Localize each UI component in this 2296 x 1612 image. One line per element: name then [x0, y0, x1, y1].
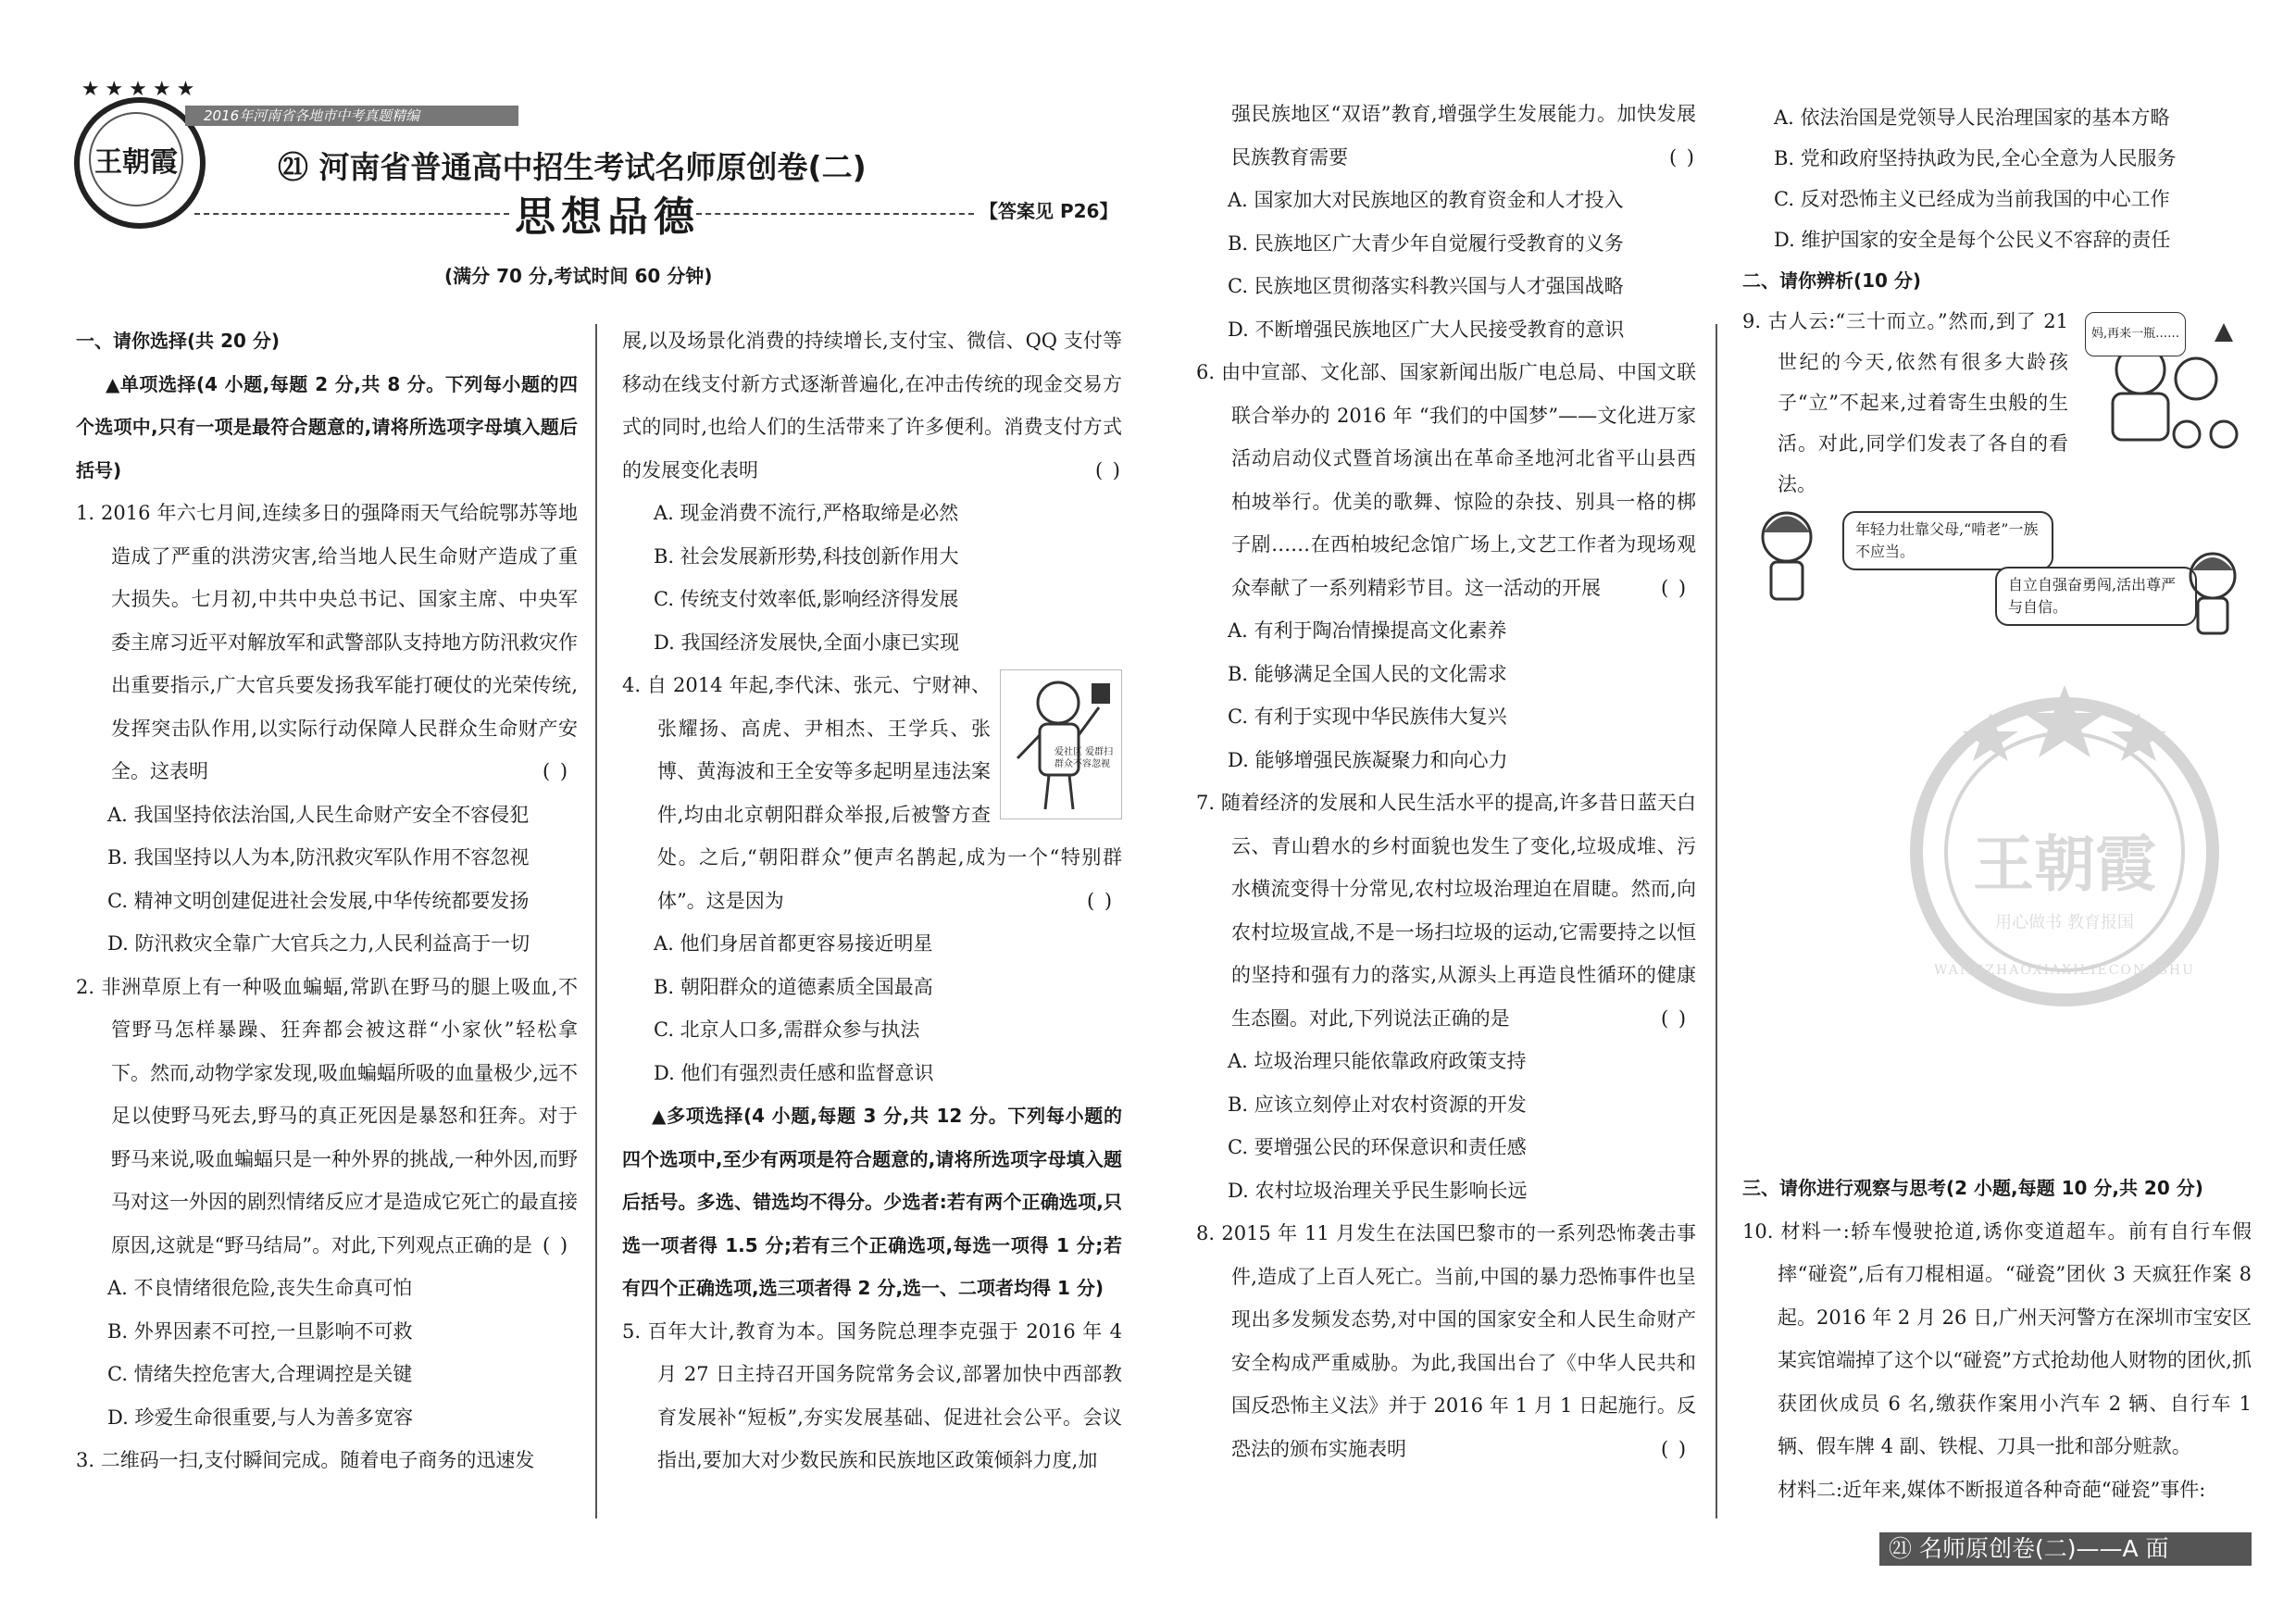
logo-text: 王朝霞: [89, 112, 183, 206]
single-choice-instructions: ▲单项选择(4 小题,每题 2 分,共 8 分。下列每小题的四个选项中,只有一项是最符合题意的,请将所选项字母填入题后括号): [76, 372, 578, 481]
section-2-title: 二、请你辨析(10 分): [1742, 269, 1922, 292]
option: B. 党和政府坚持执政为民,全心全意为人民服务: [1774, 147, 2177, 169]
watermark-seal: [1889, 667, 2240, 1018]
speech-bubble-2: 自立自强奋勇闯,活出尊严与自信。: [1995, 567, 2197, 626]
question-7: 7. 随着经济的发展和人民生活水平的提高,许多昔日蓝天白云、青山碧水的乡村面貌也发生了变化,垃圾成堆、污水横流变得十分常见,农村垃圾治理迫在眉睫。然而,向农村垃圾宣战,不是一场扫垃圾的运动,它需要持之以恒的坚持和强有力的落实,从源头上再造良性循环的健康生态圈。对此,下列说法正确的是 ( ): [1196, 792, 1696, 1030]
option: D. 维护国家的安全是每个公民义不容辞的责任: [1774, 229, 2171, 251]
column-divider: [1716, 324, 1717, 1518]
watermark-arc-text: WANGZHAOXIAXILIECONGSHU: [1934, 963, 2195, 978]
question-5-start: 5. 百年大计,教育为本。国务院总理李克强于 2016 年 4 月 27 日主持召开国务院常务会议,部署加快中西部教育发展补“短板”,夯实发展基础、促进社会公平。会议指出,要加大对少数民族和民族地区政策倾斜力度,加: [622, 1319, 1122, 1471]
cartoon-4-caption: 爱社区 爱群扫 群众不容忽视: [1054, 747, 1114, 769]
student-girl-icon: [1745, 505, 1828, 606]
option: D. 防汛救灾全靠广大官兵之力,人民利益高于一切: [107, 932, 530, 955]
footer-number: ㉑: [1889, 1535, 1913, 1562]
option: A. 我国坚持依法治国,人民生命财产安全不容侵犯: [107, 803, 530, 826]
section-1-title: 一、请你选择(共 20 分): [76, 330, 281, 352]
option: B. 社会发展新形势,科技创新作用大: [654, 544, 959, 568]
option: A. 垃圾治理只能依靠政府政策支持: [1228, 1050, 1527, 1072]
question-9-block: [1742, 301, 2252, 505]
question-10-material-2: 材料二:近年来,媒体不断报道各种奇葩“碰瓷”事件:: [1778, 1478, 2206, 1501]
speech-bubble-1: 年轻力壮靠父母,“啃老”一族不应当。: [1842, 511, 2053, 570]
option: A. 现金消费不流行,严格取缔是必然: [654, 502, 959, 524]
logo-crown-icon: ★★★★★: [81, 78, 201, 101]
page-footer: [1879, 1532, 2252, 1566]
option: C. 传统支付效率低,影响经济得发展: [654, 588, 959, 610]
option: C. 北京人口多,需群众参与执法: [654, 1018, 920, 1041]
option: B. 能够满足全国人民的文化需求: [1228, 662, 1507, 685]
option: B. 我国坚持以人为本,防汛救灾军队作用不容忽视: [107, 846, 530, 868]
option: A. 他们身居首都更容易接近明星: [654, 932, 933, 955]
question-3-start: 3. 二维码一扫,支付瞬间完成。随着电子商务的迅速发: [76, 1449, 535, 1471]
cartoon-9-bubble: 妈,再来一瓶……: [2085, 312, 2186, 356]
question-5-cont: 强民族地区“双语”教育,增强学生发展能力。加快发展民族教育需要 ( ): [1196, 93, 1696, 179]
option: D. 农村垃圾治理关乎民生影响长远: [1228, 1179, 1528, 1202]
column-2: [622, 319, 1122, 1482]
option: D. 他们有强烈责任感和监督意识: [654, 1061, 934, 1084]
exam-title: 河南省普通高中招生考试名师原创卷(二): [318, 149, 867, 185]
exam-title-line: [278, 144, 867, 187]
option: A. 有利于陶冶情操提高文化素养: [1228, 619, 1507, 642]
option: A. 国家加大对民族地区的教育资金和人才投入: [1228, 189, 1624, 211]
student-boy-icon: [2176, 546, 2250, 639]
option: C. 民族地区贯彻落实科教兴国与人才强国战略: [1228, 275, 1624, 297]
question-10-material-1: 10. 材料一:轿车慢驶抢道,诱你变道超车。前有自行车假摔“碰瓷”,后有刀棍相逼。“碰瓷”团伙 3 天疯狂作案 8 起。2016 年 2 月 26 日,广州天河警方在深圳市宝安区某宾馆端掉了这个以“碰瓷”方式抢劫他人财物的团伙,抓获团伙成员 6 名,缴获作案用小汽车 2 辆、自行车 1 辆、假车牌 4 副、铁棍、刀具一批和部分赃款。: [1742, 1219, 2252, 1457]
cartoon-9-icon: [2076, 305, 2252, 453]
question-1: 1. 2016 年六七月间,连续多日的强降雨天气给皖鄂苏等地造成了严重的洪涝灾害,给当地人民生命财产造成了重大损失。七月初,中共中央总书记、国家主席、中央军委主席习近平对解放军和武警部队支持地方防汛救灾作出重要指示,广大官兵要发扬我军能打硬仗的光荣传统,发挥突击队作用,以实际行动保障人民群众生命财产安全。这表明 ( ): [76, 502, 578, 782]
option: A. 不良情绪很危险,丧失生命真可怕: [107, 1277, 413, 1299]
option: B. 民族地区广大青少年自觉履行受教育的义务: [1228, 231, 1624, 255]
option: C. 有利于实现中华民族伟大复兴: [1228, 706, 1507, 728]
question-3-cont: 展,以及场景化消费的持续增长,支付宝、微信、QQ 支付等移动在线支付新方式逐渐普遍化,在冲击传统的现金交易方式的同时,也给人们的生活带来了许多便利。消费支付方式的发展变化表明 ( ): [622, 319, 1122, 492]
cartoon-4-icon: [1000, 669, 1122, 819]
option: B. 应该立刻停止对农村资源的开发: [1228, 1093, 1527, 1116]
option: C. 反对恐怖主义已经成为当前我国的中心工作: [1774, 188, 2170, 210]
option: D. 不断增强民族地区广大人民接受教育的意识: [1228, 318, 1625, 341]
exam-number: ㉑: [278, 149, 308, 185]
watermark-slogan: 用心做书 教育报国: [1995, 913, 2134, 932]
option: D. 珍爱生命很重要,与人为善多宽容: [107, 1406, 414, 1429]
left-rule: [194, 213, 509, 215]
question-2: 2. 非洲草原上有一种吸血蝙蝠,常趴在野马的腿上吸血,不管野马怎样暴躁、狂奔都会被这群“小家伙”轻松拿下。然而,动物学家发现,吸血蝙蝠所吸的血量极少,远不足以使野马死去,野马的真正死因是暴怒和狂奔。对于野马来说,吸血蝙蝠只是一种外界的挑战,一种外因,而野马对这一外因的剧烈情绪反应才是造成它死亡的最直接原因,这就是“野马结局”。对此,下列观点正确的是 ( ): [76, 975, 578, 1256]
subject-title: 思想品德: [515, 194, 700, 241]
option: C. 情绪失控危害大,合理调控是关键: [107, 1363, 413, 1385]
question-4: 4. 自 2014 年起,李代沫、张元、宁财神、张耀扬、高虎、尹相杰、王学兵、张博、黄海波和王全安等多起明星违法案件,均由北京朝阳群众举报,后被警方查处。之后,“朝阳群众”便声名鹊起,成为一个“特别群体”。这是因为 ( ): [622, 674, 1122, 912]
option: B. 朝阳群众的道德素质全国最高: [654, 975, 933, 998]
series-banner: 2016年河南省各地市中考真题精编: [185, 106, 518, 126]
option: D. 我国经济发展快,全面小康已实现: [654, 631, 960, 654]
footer-text: 名师原创卷(二)——A 面: [1918, 1535, 2169, 1562]
option: A. 依法治国是党领导人民治理国家的基本方略: [1774, 106, 2170, 129]
option: D. 能够增强民族凝聚力和向心力: [1228, 748, 1508, 771]
answer-bracket: ( ): [1094, 458, 1122, 481]
answer-bracket: ( ): [1668, 145, 1696, 169]
column-1: [76, 319, 578, 1482]
watermark-title: 王朝霞: [1973, 828, 2156, 900]
section-3: [1742, 1167, 2252, 1511]
column-divider: [595, 324, 597, 1518]
column-3: [1196, 93, 1696, 1470]
question-9: 9. 古人云:“三十而立。”然而,到了 21 世纪的今天,依然有很多大龄孩子“立”不起来,过着寄生虫般的生活。对此,同学们发表了各自的看法。: [1742, 310, 2068, 495]
option: C. 要增强公民的环保意识和责任感: [1228, 1136, 1527, 1158]
question-6: 6. 由中宣部、文化部、国家新闻出版广电总局、中国文联联合举办的 2016 年 “我们的中国梦”——文化进万家活动启动仪式暨首场演出在革命圣地河北省平山县西柏坡举行。优美的歌舞、惊险的杂技、别具一格的梆子剧……在西柏坡纪念馆广场上,文艺工作者为现场观众奉献了一系列精彩节目。这一活动的开展 ( ): [1196, 361, 1696, 599]
right-rule: [696, 213, 974, 215]
option: C. 精神文明创建促进社会发展,中华传统都要发扬: [107, 889, 530, 912]
section-3-title: 三、请你进行观察与思考(2 小题,每题 10 分,共 20 分): [1742, 1177, 2203, 1199]
option: B. 外界因素不可控,一旦影响不可救: [107, 1319, 413, 1343]
answer-reference: 【答案见 P26】: [980, 200, 1118, 222]
exam-info: (满分 70 分,考试时间 60 分钟): [444, 265, 713, 287]
question-4-block: [622, 664, 1122, 922]
question-8: 8. 2015 年 11 月发生在法国巴黎市的一系列恐怖袭击事件,造成了上百人死亡。当前,中国的暴力恐怖事件也呈现出多发频发态势,对中国的国家安全和人民生命财产安全构成严重威胁。为此,我国出台了《中华人民共和国反恐怖主义法》并于 2016 年 1 月 1 日起施行。反恐法的颁布实施表明 ( ): [1196, 1222, 1696, 1460]
multiple-choice-instructions: ▲多项选择(4 小题,每题 3 分,共 12 分。下列每小题的四个选项中,至少有两项是符合题意的,请将所选项字母填入题后括号。多选、错选均不得分。少选者:若有两个正确选项,只选一项者得 1.5 分;若有三个正确选项,每选一项得 1 分;若有四个正确选项,选三项者得 2 分,选一、二项者均得 1 分): [622, 1105, 1122, 1299]
column-4: [1742, 97, 2252, 505]
